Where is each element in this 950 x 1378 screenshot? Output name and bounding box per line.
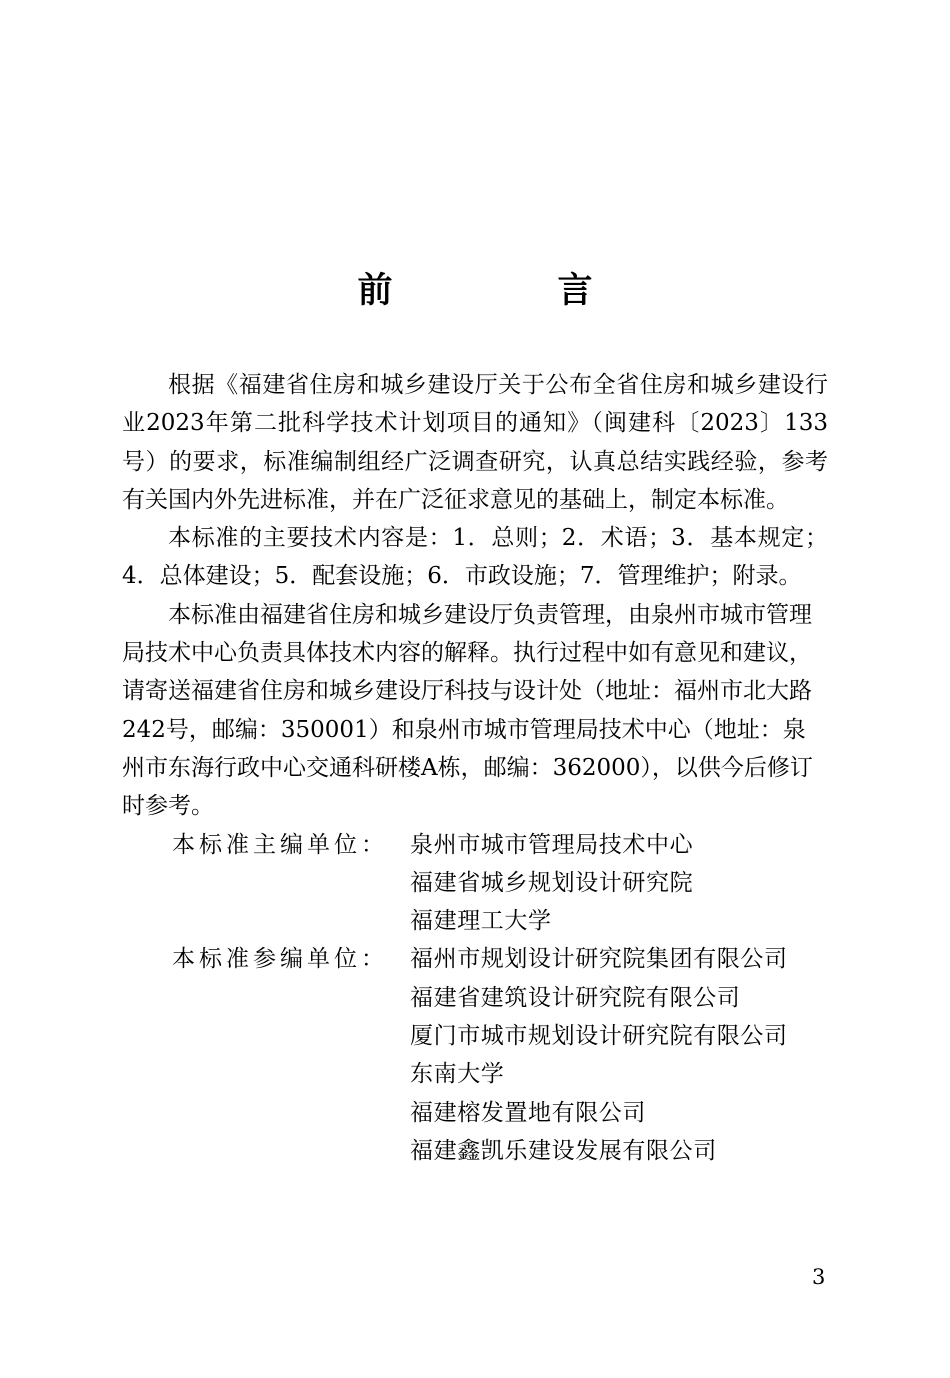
participating-unit-item: 福州市规划设计研究院集团有限公司: [410, 946, 788, 973]
chief-units-list: [410, 826, 828, 941]
participating-unit-item: 福建榕发置地有限公司: [410, 1099, 646, 1126]
paragraph-basis: 根据《福建省住房和城乡建设厅关于公布全省住房和城乡建设行业2023年第二批科学技术计划项目的通知》（闽建科〔2023〕133号）的要求，标准编制组经广泛调查研究，认真总结实践经验，参考有关国内外先进标准，并在广泛征求意见的基础上，制定本标准。: [122, 372, 828, 513]
participating-units-list: [410, 940, 828, 1170]
participating-units-block: [122, 940, 828, 1170]
chief-units-label: 本标准主编单位：: [172, 831, 388, 858]
participating-units-label: 本标准参编单位：: [172, 946, 388, 973]
chief-unit-item: 福建理工大学: [410, 908, 552, 935]
participating-unit-item: 东南大学: [410, 1061, 505, 1088]
page-number: 3: [812, 1265, 826, 1289]
chief-unit-item: 泉州市城市管理局技术中心: [410, 831, 694, 858]
participating-unit-item: 福建省建筑设计研究院有限公司: [410, 984, 741, 1011]
paragraph-management: 本标准由福建省住房和城乡建设厅负责管理，由泉州市城市管理局技术中心负责具体技术内容的解释。执行过程中如有意见和建议，请寄送福建省住房和城乡建设厅科技与设计处（地址：福州市北大路242号，邮编：350001）和泉州市城市管理局技术中心（地址：泉州市东海行政中心交通科研楼A栋，邮编：362000），以供今后修订时参考。: [122, 601, 813, 820]
preface-body: [122, 366, 828, 1170]
page-title: 前 言: [357, 270, 658, 311]
participating-unit-item: 福建鑫凯乐建设发展有限公司: [410, 1137, 717, 1164]
participating-unit-item: 厦门市城市规划设计研究院有限公司: [410, 1023, 788, 1050]
chief-units-block: [122, 826, 828, 941]
paragraph-contents: 本标准的主要技术内容是：1．总则；2．术语；3．基本规定；4．总体建设；5．配套设施；6．市政设施；7．管理维护；附录。: [122, 525, 828, 590]
chief-unit-item: 福建省城乡规划设计研究院: [410, 869, 694, 896]
